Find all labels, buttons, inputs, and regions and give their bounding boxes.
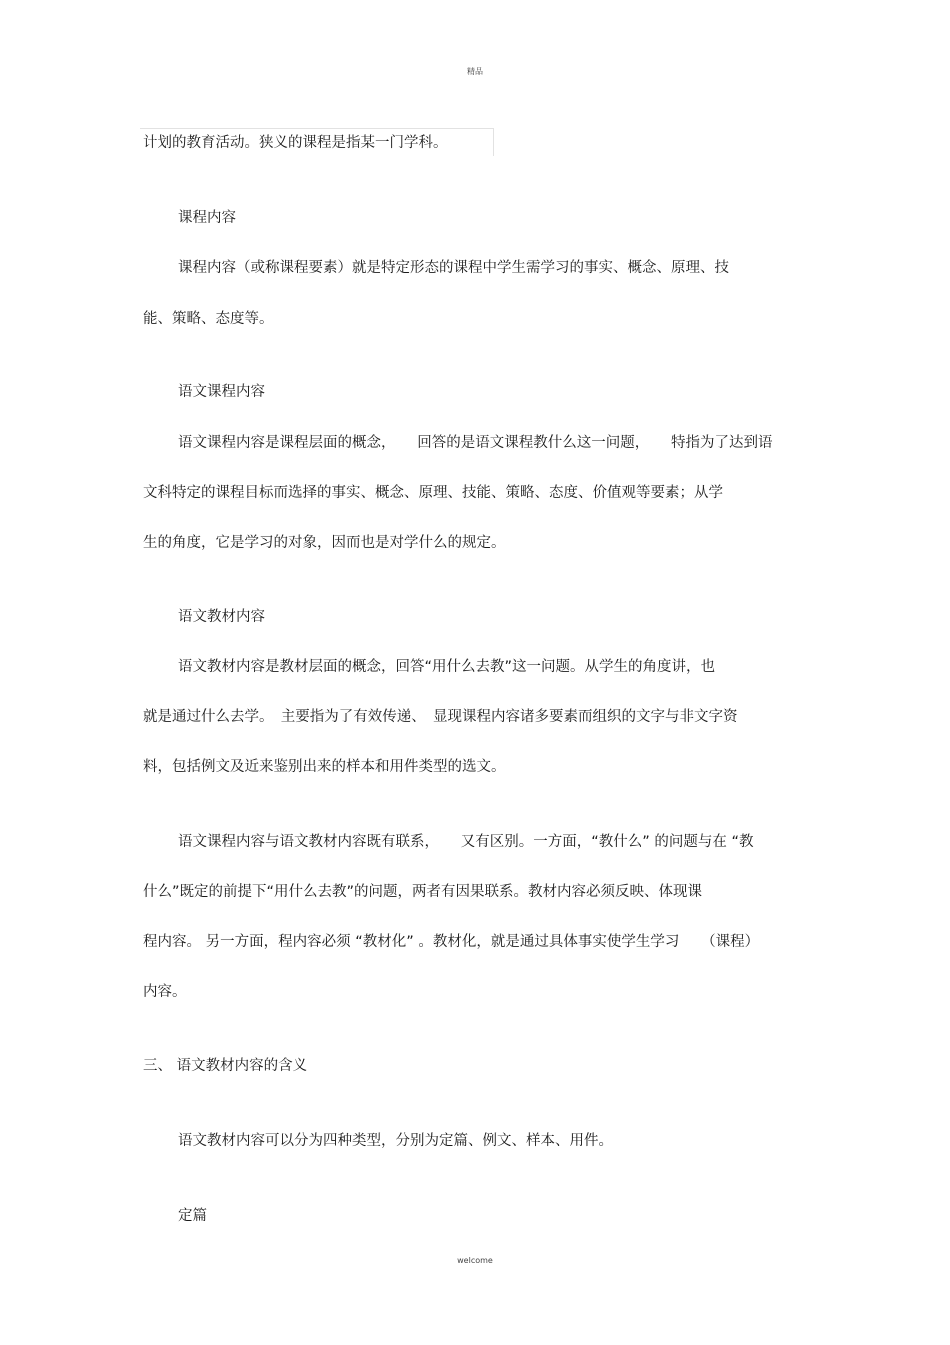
- section-heading: 语文课程内容: [178, 384, 265, 400]
- paragraph-line: 语文教材内容可以分为四种类型，分别为定篇、例文、样本、用件。: [178, 1133, 613, 1149]
- paragraph-line: 语文课程内容与语文教材内容既有联系， 又有区别。一方面，“教什么” 的问题与在 “教: [178, 834, 754, 850]
- section-heading: 定篇: [178, 1208, 207, 1224]
- page-footer: welcome: [457, 1256, 493, 1265]
- section-heading: 课程内容: [178, 210, 236, 226]
- section-heading: 三、 语文教材内容的含义: [143, 1058, 308, 1074]
- paragraph-line: 内容。: [143, 984, 187, 1000]
- paragraph-line: 生的角度，它是学习的对象，因而也是对学什么的规定。: [143, 535, 506, 551]
- paragraph-line: 语文课程内容是课程层面的概念， 回答的是语文课程教什么这一问题， 特指为了达到语: [178, 435, 773, 451]
- section-heading: 语文教材内容: [178, 609, 265, 625]
- paragraph-line: 计划的教育活动。狭义的课程是指某一门学科。: [143, 135, 448, 151]
- paragraph-line: 就是通过什么去学。 主要指为了有效传递、 显现课程内容诸多要素而组织的文字与非文字资: [143, 709, 738, 725]
- paragraph-line: 什么”既定的前提下“用什么去教”的问题，两者有因果联系。教材内容必须反映、体现课: [143, 884, 703, 900]
- page-header: 精品: [467, 67, 483, 76]
- paragraph-line: 程内容。 另一方面，程内容必须 “教材化” 。教材化，就是通过具体事实使学生学习 （课程）: [143, 934, 760, 950]
- paragraph-line: 课程内容（或称课程要素）就是特定形态的课程中学生需学习的事实、概念、原理、技: [178, 260, 729, 276]
- paragraph-line: 语文教材内容是教材层面的概念，回答“用什么去教”这一问题。从学生的角度讲，也: [178, 659, 716, 675]
- paragraph-line: 文科特定的课程目标而选择的事实、概念、原理、技能、策略、态度、价值观等要素；从学: [143, 485, 723, 501]
- paragraph-line: 料，包括例文及近来鉴别出来的样本和用件类型的选文。: [143, 759, 506, 775]
- paragraph-line: 能、策略、态度等。: [143, 311, 274, 327]
